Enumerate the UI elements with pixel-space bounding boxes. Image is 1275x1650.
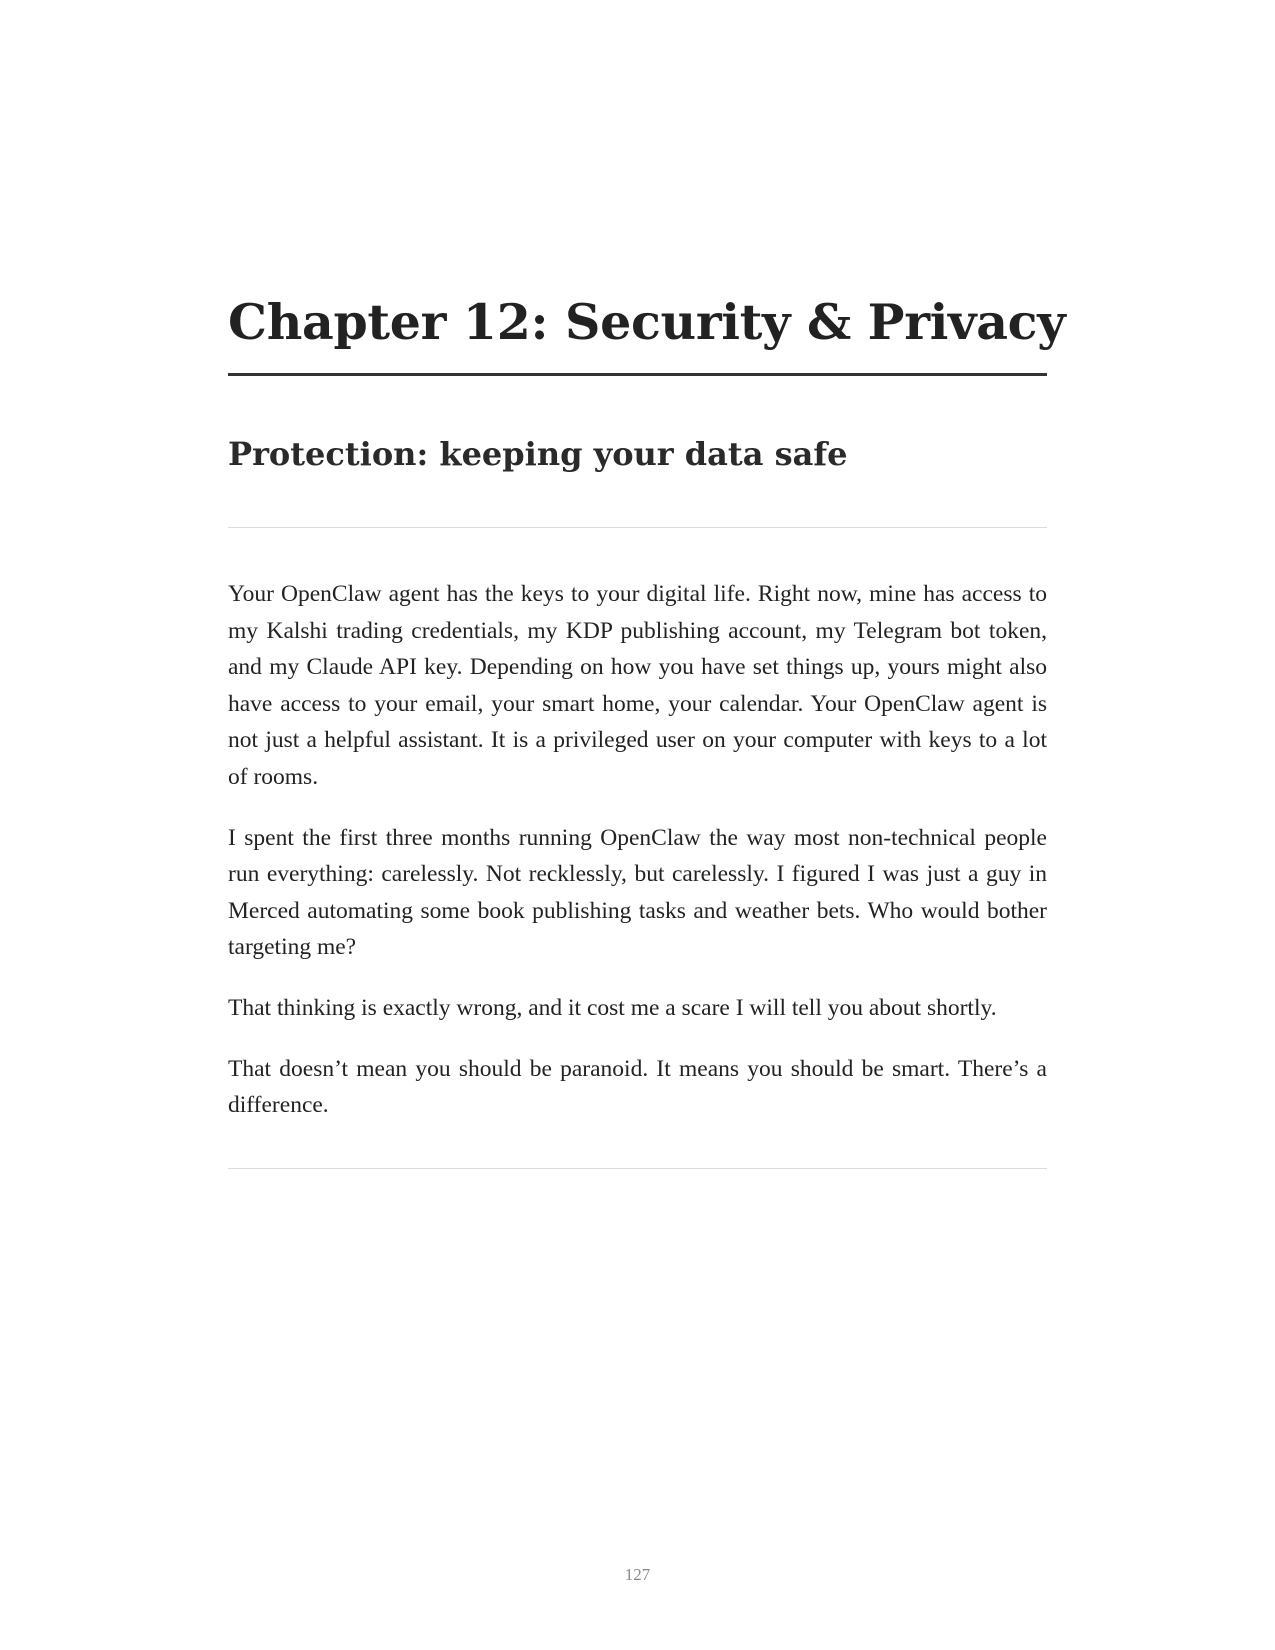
section-title: Protection: keeping your data safe <box>228 435 848 473</box>
section-divider-bottom <box>228 1168 1047 1169</box>
page-number: 127 <box>624 1565 651 1584</box>
chapter-title-rule <box>228 373 1047 376</box>
paragraph: That doesn’t mean you should be paranoid. It means you should be smart. There’s a difference. <box>228 1055 1047 1119</box>
paragraph: I spent the first three months running OpenClaw the way most non-technical people run everything: carelessly. Not recklessly, but carelessly. I figured I was just a guy in Merced automating some book publishing tasks and weather bets. Who would bother targeting me? <box>228 824 1047 961</box>
body-text <box>228 576 1047 1148</box>
paragraph: That thinking is exactly wrong, and it cost me a scare I will tell you about shortly. <box>228 994 997 1021</box>
section-divider-top <box>228 527 1047 528</box>
chapter-title: Chapter 12: Security & Privacy <box>228 293 1066 351</box>
paragraph: Your OpenClaw agent has the keys to your digital life. Right now, mine has access to my Kalshi trading credentials, my KDP publishing account, my Telegram bot token, and my Claude API key. Depending on how you have set things up, yours might also have access to your email, your smart home, your calendar. Your OpenClaw agent is not just a helpful assistant. It is a privileged user on your computer with keys to a lot of rooms. <box>228 581 1047 790</box>
